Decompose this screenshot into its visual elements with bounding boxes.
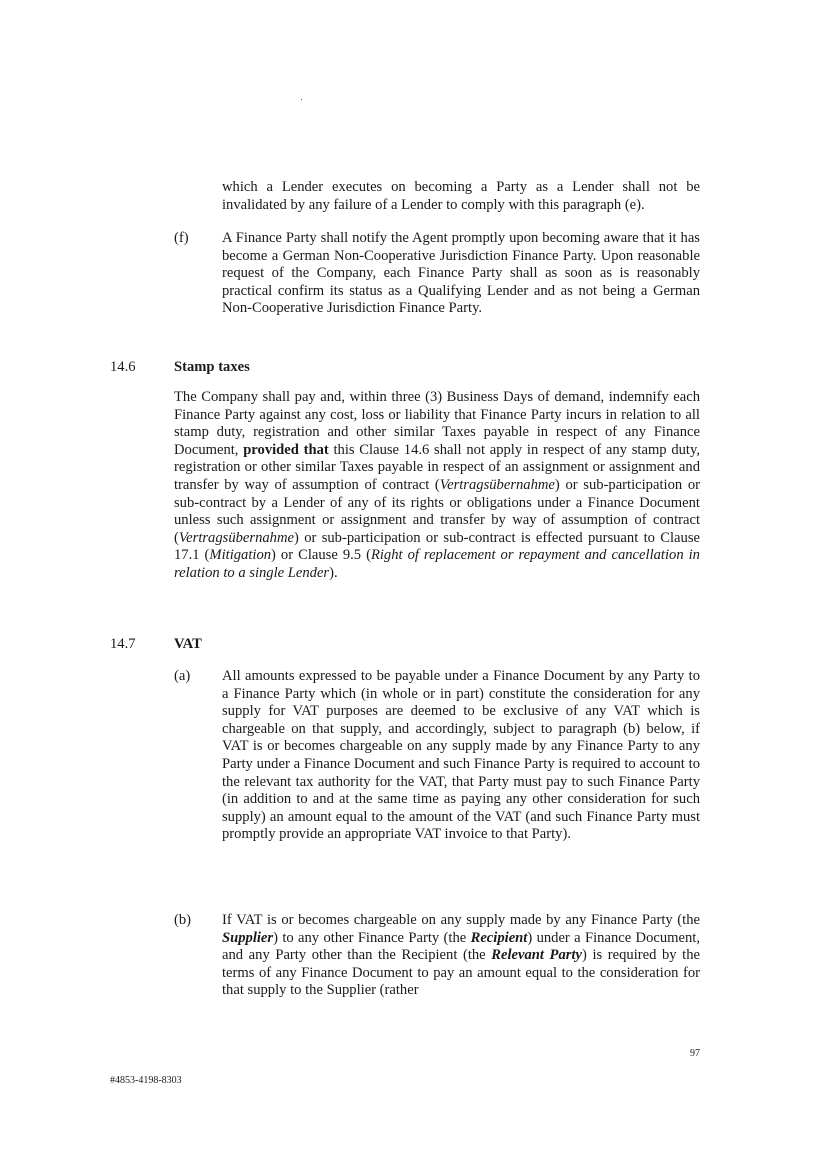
clause-14-6-text-5: ) or Clause 9.5 ( bbox=[271, 547, 371, 564]
para-a-label: (a) bbox=[174, 668, 191, 684]
clause-14-7-title: VAT bbox=[174, 636, 202, 652]
para-b-text bbox=[222, 912, 700, 1000]
para-b-text-1: If VAT is or becomes chargeable on any supply made by any Finance Party (the bbox=[222, 912, 700, 928]
clause-14-6-text-3: ) or sub-participation or sub-contract by a Lender of any of its rights or obligations under a Finance Document unless such assignment or assignment and transfer by way of assumption of contract ( bbox=[174, 476, 700, 546]
para-f-text: A Finance Party shall notify the Agent promptly upon becoming aware that it has become a German Non-Cooperative Jurisdiction Finance Party. Upon reasonable request of the Company, each Finance Party shall as soon as is reasonably practical confirm its status as a Qualifying Lender and as not being a German Non-Cooperative Jurisdiction Finance Party. bbox=[222, 230, 700, 317]
mitigation-reference: Mitigation bbox=[209, 547, 272, 564]
para-b-label: (b) bbox=[174, 912, 192, 928]
proviso-emphasis: provided that bbox=[243, 441, 329, 458]
replacement-reference: Right of replacement or repayment and cancellation in relation to a single Lender bbox=[174, 547, 700, 581]
para-b-text-2: ) to any other Finance Party (the bbox=[273, 929, 471, 946]
scan-speck bbox=[301, 99, 302, 100]
defined-term-relevant-party: Relevant Party bbox=[491, 947, 582, 964]
clause-14-6-title: Stamp taxes bbox=[174, 359, 250, 375]
clause-14-6-body bbox=[174, 389, 700, 583]
para-a-text: All amounts expressed to be payable under a Finance Document by any Party to a Finance Party which (in whole or in part) constitute the consideration for any supply for VAT purposes are deemed to be exclusive of any VAT which is chargeable on that supply, and accordingly, subject to paragraph (b) below, if VAT is or becomes chargeable on any supply made by any Finance Party to any Party under a Finance Document and such Finance Party is required to account to the relevant tax authority for the VAT, that Party must pay to such Finance Party (in addition to and at the same time as paying any other consideration for such supply) an amount equal to the amount of the VAT (and such Finance Party must promptly provide an appropriate VAT invoice to that Party). bbox=[222, 668, 700, 843]
paragraph-f bbox=[222, 230, 700, 318]
para-b-text-3: ) under a Finance Document, and any Party other than the Recipient (the bbox=[222, 929, 700, 964]
clause-14-6-text-4: ) or sub-participation or sub-contract is effected pursuant to Clause 17.1 ( bbox=[174, 529, 700, 564]
defined-term-supplier: Supplier bbox=[222, 929, 274, 946]
clause-14-6-text-1: The Company shall pay and, within three (3) Business Days of demand, indemnify each Finance Party against any cost, loss or liability that Finance Party incurs in relation to all stamp duty, registration and other similar Taxes payable in respect of any Finance Document, bbox=[174, 389, 700, 458]
continuation-text: which a Lender executes on becoming a Party as a Lender shall not be invalidated by any failure of a Lender to comply with this paragraph (e). bbox=[222, 179, 700, 213]
clause-14-6-text-6: ). bbox=[329, 564, 338, 581]
para-b-text-4: ) is required by the terms of any Finance Document to pay an amount equal to the consideration for that supply to the Supplier (rather bbox=[222, 947, 700, 999]
clause-14-7-number: 14.7 bbox=[110, 636, 136, 652]
page-number: 97 bbox=[690, 1048, 700, 1059]
defined-term-recipient: Recipient bbox=[470, 929, 528, 946]
document-reference: #4853-4198-8303 bbox=[110, 1075, 182, 1086]
clause-14-6-text-2: this Clause 14.6 shall not apply in respect of any stamp duty, registration or other similar Taxes payable in respect of an assignment or assignment and transfer by way of assumption of contract ( bbox=[174, 441, 700, 493]
german-term-2: Vertragsübernahme bbox=[178, 529, 294, 546]
paragraph-b bbox=[222, 912, 700, 1000]
clause-14-6-text bbox=[174, 389, 700, 583]
paragraph-e-continuation bbox=[222, 179, 700, 214]
para-f-label: (f) bbox=[174, 230, 189, 246]
clause-14-6-number: 14.6 bbox=[110, 359, 136, 375]
paragraph-a bbox=[222, 668, 700, 844]
german-term-1: Vertragsübernahme bbox=[439, 476, 555, 493]
